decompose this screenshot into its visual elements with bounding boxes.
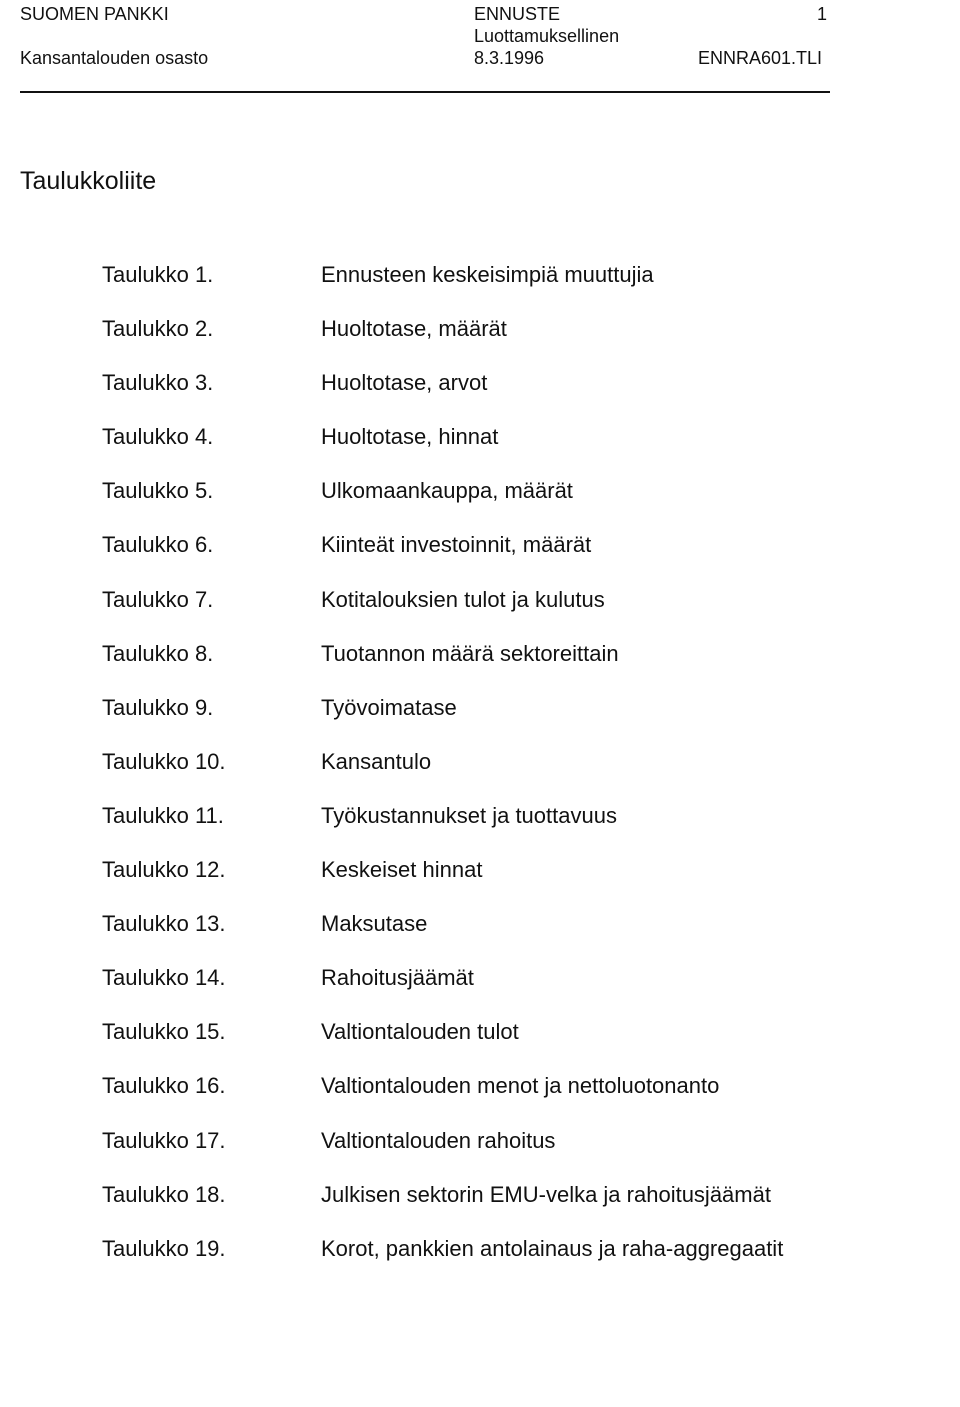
table-number: Taulukko 9. <box>102 694 214 720</box>
table-list-item <box>0 424 960 478</box>
table-title: Ennusteen keskeisimpiä muuttujia <box>321 262 654 287</box>
table-title: Julkisen sektorin EMU-velka ja rahoitusjäämät <box>321 1181 771 1207</box>
table-title: Huoltotase, määrät <box>321 316 507 342</box>
table-list-item <box>0 749 960 803</box>
table-number: Taulukko 19. <box>102 1235 226 1261</box>
doc-date: 8.3.1996 <box>474 48 545 68</box>
file-id: ENNRA601.TLI <box>698 48 823 68</box>
table-list-item <box>0 965 960 1019</box>
table-title: Valtiontalouden rahoitus <box>321 1127 556 1153</box>
table-title: Kiinteät investoinnit, määrät <box>321 532 592 558</box>
table-title: Huoltotase, hinnat <box>321 424 499 450</box>
table-list-item <box>0 1019 960 1073</box>
table-number: Taulukko 6. <box>102 532 214 558</box>
table-number: Taulukko 11. <box>102 802 224 828</box>
table-title: Korot, pankkien antolainaus ja raha-aggregaatit <box>321 1235 784 1261</box>
table-list-item <box>0 641 960 695</box>
table-list-item <box>0 478 960 532</box>
table-number: Taulukko 5. <box>102 478 214 504</box>
table-number: Taulukko 4. <box>102 424 214 450</box>
table-list-item <box>0 1128 960 1182</box>
page-title: Taulukkoliite <box>20 167 157 195</box>
table-title: Maksutase <box>321 911 428 937</box>
table-list-item <box>0 695 960 749</box>
table-number: Taulukko 1. <box>102 262 214 287</box>
table-list-item <box>0 1073 960 1127</box>
table-title: Työvoimatase <box>321 694 457 720</box>
table-number: Taulukko 7. <box>102 586 214 612</box>
table-list-item <box>0 262 960 316</box>
org-name: SUOMEN PANKKI <box>20 4 169 24</box>
table-number: Taulukko 13. <box>102 911 226 937</box>
table-number: Taulukko 3. <box>102 370 214 396</box>
doc-type: ENNUSTE <box>474 4 561 24</box>
table-list-item <box>0 857 960 911</box>
table-title: Kotitalouksien tulot ja kulutus <box>321 586 605 612</box>
table-list-item <box>0 1182 960 1236</box>
table-list-item <box>0 803 960 857</box>
classification: Luottamuksellinen <box>474 26 620 46</box>
table-title: Valtiontalouden menot ja nettoluotonanto <box>321 1073 720 1099</box>
table-list-item <box>0 911 960 965</box>
table-title: Rahoitusjäämät <box>321 965 474 991</box>
table-number: Taulukko 2. <box>102 316 214 342</box>
table-title: Työkustannukset ja tuottavuus <box>321 802 617 828</box>
table-number: Taulukko 18. <box>102 1181 226 1207</box>
header-divider <box>20 91 830 93</box>
table-list-item <box>0 370 960 424</box>
table-title: Tuotannon määrä sektoreittain <box>321 640 619 666</box>
table-list-item <box>0 1236 960 1290</box>
table-number: Taulukko 12. <box>102 857 226 883</box>
table-title: Kansantulo <box>321 748 432 774</box>
table-number: Taulukko 14. <box>102 965 226 991</box>
table-list <box>0 262 960 1290</box>
table-title: Valtiontalouden tulot <box>321 1019 519 1045</box>
table-number: Taulukko 17. <box>102 1127 226 1153</box>
table-number: Taulukko 8. <box>102 640 214 666</box>
table-title: Keskeiset hinnat <box>321 857 483 883</box>
table-title: Huoltotase, arvot <box>321 370 488 396</box>
table-title: Ulkomaankauppa, määrät <box>321 478 573 504</box>
page-number: 1 <box>817 4 828 24</box>
table-number: Taulukko 15. <box>102 1019 226 1045</box>
table-list-item <box>0 532 960 586</box>
table-list-item <box>0 316 960 370</box>
table-number: Taulukko 16. <box>102 1073 226 1099</box>
table-list-item <box>0 587 960 641</box>
table-number: Taulukko 10. <box>102 748 226 774</box>
department-name: Kansantalouden osasto <box>20 48 209 68</box>
